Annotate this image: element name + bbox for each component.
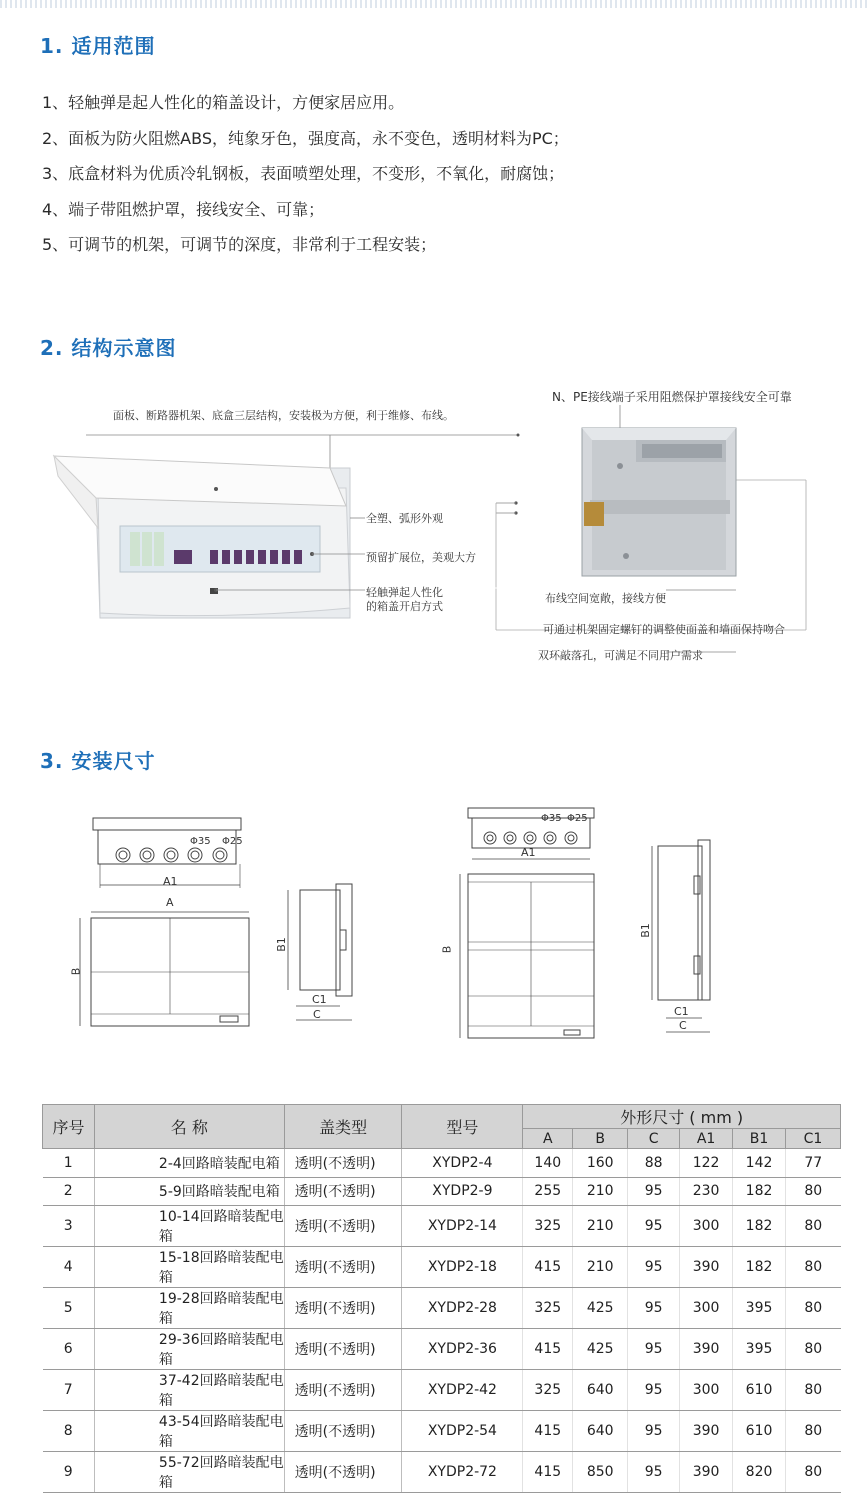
col-header-B: B xyxy=(573,1129,628,1149)
back-box-illustration xyxy=(486,380,816,660)
cell-c1: 80 xyxy=(786,1206,841,1247)
dim-phi35: Φ35 xyxy=(190,836,211,847)
col-header-size: 外形尺寸 ( mm ) xyxy=(523,1105,841,1129)
cell-c: 95 xyxy=(628,1411,680,1452)
cell-b: 850 xyxy=(573,1452,628,1493)
label-adjust: 可通过机架固定螺钉的调整使面盖和墙面保持吻合 xyxy=(543,623,785,636)
cell-model: XYDP2-14 xyxy=(402,1206,523,1247)
section-title-scope: 1. 适用范围 xyxy=(40,34,156,58)
dim-phi25-large: Φ25 xyxy=(567,813,588,824)
col-header-B1: B1 xyxy=(733,1129,786,1149)
list-item: 1、轻触弹是起人性化的箱盖设计，方便家居应用。 xyxy=(42,93,405,112)
cell-cover: 透明(不透明) xyxy=(284,1247,402,1288)
cell-name: 43-54回路暗装配电箱 xyxy=(94,1411,284,1452)
col-header-name: 名 称 xyxy=(94,1105,284,1149)
cell-c1: 80 xyxy=(786,1370,841,1411)
table-row xyxy=(43,1149,841,1178)
dim-B-large: B xyxy=(440,945,454,954)
cell-c: 95 xyxy=(628,1329,680,1370)
cell-a: 140 xyxy=(523,1149,573,1178)
top-decorative-rule xyxy=(0,0,868,8)
cell-model: XYDP2-54 xyxy=(402,1411,523,1452)
label-expand: 预留扩展位，美观大方 xyxy=(366,551,476,564)
cell-c: 95 xyxy=(628,1177,680,1206)
cell-cover: 透明(不透明) xyxy=(284,1288,402,1329)
cell-no: 3 xyxy=(43,1206,95,1247)
cell-b1: 610 xyxy=(733,1411,786,1452)
distribution-box-illustration xyxy=(50,428,520,628)
list-item: 2、面板为防火阻燃ABS，纯象牙色，强度高，永不变色，透明材料为PC； xyxy=(42,128,569,148)
cell-cover: 透明(不透明) xyxy=(284,1149,402,1178)
cell-c1: 77 xyxy=(786,1149,841,1178)
section-title-structure: 2. 结构示意图 xyxy=(40,336,177,360)
cell-c: 95 xyxy=(628,1247,680,1288)
list-item: 4、端子带阻燃护罩，接线安全、可靠； xyxy=(42,199,325,219)
table-row xyxy=(43,1452,841,1493)
cell-c1: 80 xyxy=(786,1247,841,1288)
cell-c1: 80 xyxy=(786,1452,841,1493)
col-header-A: A xyxy=(523,1129,573,1149)
cell-cover: 透明(不透明) xyxy=(284,1370,402,1411)
dim-C-large: C xyxy=(679,1019,687,1032)
cell-b: 210 xyxy=(573,1247,628,1288)
cell-cover: 透明(不透明) xyxy=(284,1329,402,1370)
cell-b: 425 xyxy=(573,1329,628,1370)
cell-name: 19-28回路暗装配电箱 xyxy=(94,1288,284,1329)
table-row xyxy=(43,1288,841,1329)
cell-name: 2-4回路暗装配电箱 xyxy=(94,1149,284,1178)
dim-C1: C1 xyxy=(312,993,327,1006)
label-terminal: N、PE接线端子采用阻燃保护罩接线安全可靠 xyxy=(552,390,792,404)
structure-top-note: 面板、断路器机架、底盒三层结构，安装极为方便，利于维修、布线。 xyxy=(113,409,454,422)
dim-B1: B1 xyxy=(274,937,288,952)
cell-b1: 395 xyxy=(733,1288,786,1329)
cell-name: 37-42回路暗装配电箱 xyxy=(94,1370,284,1411)
cell-a1: 300 xyxy=(680,1288,733,1329)
cell-cover: 透明(不透明) xyxy=(284,1411,402,1452)
cell-b1: 395 xyxy=(733,1329,786,1370)
col-header-model: 型号 xyxy=(402,1105,523,1149)
cell-no: 6 xyxy=(43,1329,95,1370)
cell-c1: 80 xyxy=(786,1329,841,1370)
dim-A: A xyxy=(166,896,174,909)
cell-a1: 390 xyxy=(680,1452,733,1493)
cell-b1: 182 xyxy=(733,1247,786,1288)
col-header-C1: C1 xyxy=(786,1129,841,1149)
dimension-drawing-large xyxy=(456,804,606,1044)
feature-list xyxy=(42,92,569,270)
list-item: 3、底盒材料为优质冷轧钢板，表面喷塑处理，不变形，不氧化，耐腐蚀； xyxy=(42,164,565,183)
cell-c1: 80 xyxy=(786,1288,841,1329)
dim-A1: A1 xyxy=(163,875,178,888)
dim-phi25: Φ25 xyxy=(222,836,243,847)
cell-model: XYDP2-36 xyxy=(402,1329,523,1370)
dimension-drawing-small xyxy=(70,814,270,1034)
cell-b1: 820 xyxy=(733,1452,786,1493)
table-row xyxy=(43,1247,841,1288)
cell-b1: 142 xyxy=(733,1149,786,1178)
label-shape: 全塑、弧形外观 xyxy=(366,512,443,525)
cell-a: 325 xyxy=(523,1370,573,1411)
cell-a: 255 xyxy=(523,1177,573,1206)
cell-c: 95 xyxy=(628,1206,680,1247)
dim-C1-large: C1 xyxy=(674,1005,689,1018)
cell-a1: 390 xyxy=(680,1411,733,1452)
cell-cover: 透明(不透明) xyxy=(284,1177,402,1206)
cell-name: 15-18回路暗装配电箱 xyxy=(94,1247,284,1288)
label-space: 布线空间宽敞，接线方便 xyxy=(545,592,666,605)
cell-a1: 300 xyxy=(680,1370,733,1411)
cell-a1: 122 xyxy=(680,1149,733,1178)
cell-c: 88 xyxy=(628,1149,680,1178)
table-row xyxy=(43,1411,841,1452)
cell-b1: 610 xyxy=(733,1370,786,1411)
label-lid-line-1: 轻触弹起人性化 xyxy=(366,586,443,599)
table-row xyxy=(43,1329,841,1370)
cell-a1: 300 xyxy=(680,1206,733,1247)
cell-a1: 390 xyxy=(680,1329,733,1370)
list-item: 5、可调节的机架，可调节的深度，非常利于工程安装； xyxy=(42,235,437,254)
cell-model: XYDP2-42 xyxy=(402,1370,523,1411)
col-header-C: C xyxy=(628,1129,680,1149)
cell-cover: 透明(不透明) xyxy=(284,1452,402,1493)
cell-a: 415 xyxy=(523,1411,573,1452)
cell-no: 4 xyxy=(43,1247,95,1288)
cell-name: 55-72回路暗装配电箱 xyxy=(94,1452,284,1493)
table-row xyxy=(43,1206,841,1247)
cell-name: 5-9回路暗装配电箱 xyxy=(94,1177,284,1206)
cell-no: 7 xyxy=(43,1370,95,1411)
section-title-install-size: 3. 安装尺寸 xyxy=(40,749,156,773)
cell-no: 9 xyxy=(43,1452,95,1493)
cell-c1: 80 xyxy=(786,1177,841,1206)
label-lid-line-2: 的箱盖开启方式 xyxy=(366,600,443,613)
cell-b: 640 xyxy=(573,1370,628,1411)
terminal-block xyxy=(642,444,722,458)
cell-b1: 182 xyxy=(733,1206,786,1247)
cell-no: 2 xyxy=(43,1177,95,1206)
dim-C: C xyxy=(313,1008,321,1021)
cell-model: XYDP2-4 xyxy=(402,1149,523,1178)
spec-table xyxy=(42,1104,841,1493)
cell-a: 415 xyxy=(523,1247,573,1288)
cell-no: 8 xyxy=(43,1411,95,1452)
cell-b1: 182 xyxy=(733,1177,786,1206)
cell-model: XYDP2-18 xyxy=(402,1247,523,1288)
cell-a: 325 xyxy=(523,1288,573,1329)
cell-name: 10-14回路暗装配电箱 xyxy=(94,1206,284,1247)
cell-a: 415 xyxy=(523,1329,573,1370)
cell-b: 160 xyxy=(573,1149,628,1178)
cell-a: 415 xyxy=(523,1452,573,1493)
cell-a: 325 xyxy=(523,1206,573,1247)
cell-no: 1 xyxy=(43,1149,95,1178)
cell-no: 5 xyxy=(43,1288,95,1329)
cell-c: 95 xyxy=(628,1452,680,1493)
cell-model: XYDP2-28 xyxy=(402,1288,523,1329)
col-header-A1: A1 xyxy=(680,1129,733,1149)
cell-b: 425 xyxy=(573,1288,628,1329)
col-header-cover: 盖类型 xyxy=(284,1105,402,1149)
cell-b: 210 xyxy=(573,1206,628,1247)
cell-b: 210 xyxy=(573,1177,628,1206)
table-row xyxy=(43,1177,841,1206)
dim-B1-large: B1 xyxy=(638,923,652,938)
cell-model: XYDP2-9 xyxy=(402,1177,523,1206)
cell-a1: 390 xyxy=(680,1247,733,1288)
dim-B: B xyxy=(69,967,83,976)
cell-cover: 透明(不透明) xyxy=(284,1206,402,1247)
col-header-no: 序号 xyxy=(43,1105,95,1149)
cell-c: 95 xyxy=(628,1288,680,1329)
cell-c: 95 xyxy=(628,1370,680,1411)
cell-name: 29-36回路暗装配电箱 xyxy=(94,1329,284,1370)
label-knockout: 双环敲落孔，可满足不同用户需求 xyxy=(538,649,703,662)
dim-phi35-large: Φ35 xyxy=(541,813,562,824)
cell-b: 640 xyxy=(573,1411,628,1452)
cell-model: XYDP2-72 xyxy=(402,1452,523,1493)
table-row xyxy=(43,1370,841,1411)
cell-c1: 80 xyxy=(786,1411,841,1452)
dim-A1-large: A1 xyxy=(521,846,536,859)
cell-a1: 230 xyxy=(680,1177,733,1206)
